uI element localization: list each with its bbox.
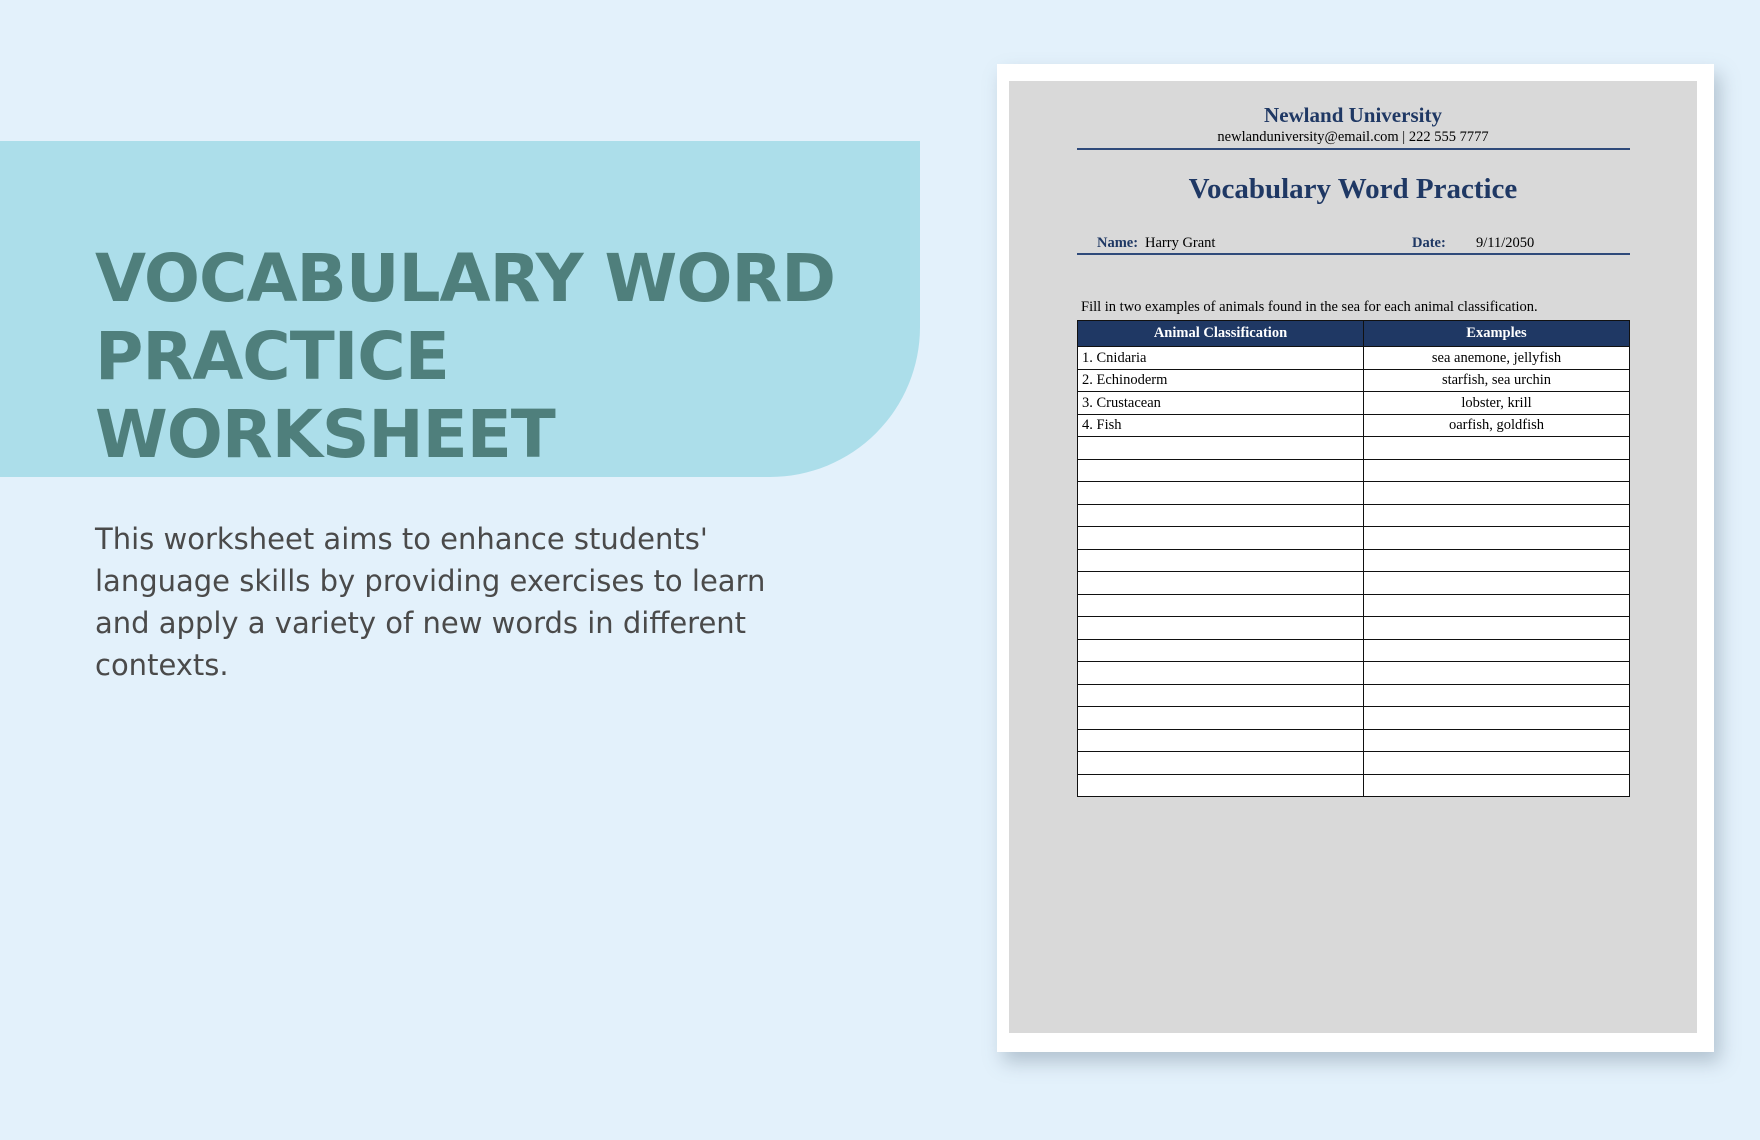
examples-cell[interactable] xyxy=(1364,594,1630,617)
examples-cell[interactable] xyxy=(1364,639,1630,662)
classification-cell[interactable] xyxy=(1078,459,1364,482)
table-row xyxy=(1078,594,1630,617)
examples-cell[interactable] xyxy=(1364,482,1630,505)
examples-cell[interactable] xyxy=(1364,549,1630,572)
table-row xyxy=(1078,527,1630,550)
table-row xyxy=(1078,774,1630,797)
examples-cell[interactable] xyxy=(1364,707,1630,730)
date-value: 9/11/2050 xyxy=(1476,235,1535,251)
table-row xyxy=(1078,684,1630,707)
table-row xyxy=(1078,414,1630,437)
classification-cell[interactable] xyxy=(1078,549,1364,572)
classification-table xyxy=(1077,320,1630,797)
examples-cell[interactable] xyxy=(1364,437,1630,460)
examples-cell[interactable]: lobster, krill xyxy=(1364,392,1630,415)
table-row xyxy=(1078,369,1630,392)
table-row xyxy=(1078,482,1630,505)
examples-cell[interactable] xyxy=(1364,662,1630,685)
name-divider xyxy=(1077,253,1630,255)
table-row xyxy=(1078,572,1630,595)
classification-cell[interactable] xyxy=(1078,774,1364,797)
instructions: Fill in two examples of animals found in the sea for each animal classification. xyxy=(1081,299,1538,315)
date-label: Date: xyxy=(1412,235,1446,251)
classification-cell[interactable] xyxy=(1078,707,1364,730)
table-row xyxy=(1078,752,1630,775)
classification-cell[interactable] xyxy=(1078,617,1364,640)
classification-cell[interactable]: 2. Echinoderm xyxy=(1078,369,1364,392)
classification-cell[interactable] xyxy=(1078,729,1364,752)
classification-cell[interactable] xyxy=(1078,504,1364,527)
header-classification: Animal Classification xyxy=(1078,321,1364,347)
header-divider xyxy=(1077,148,1630,150)
classification-cell[interactable] xyxy=(1078,482,1364,505)
name-label: Name: xyxy=(1097,235,1139,251)
examples-cell[interactable] xyxy=(1364,729,1630,752)
classification-cell[interactable]: 4. Fish xyxy=(1078,414,1364,437)
examples-cell[interactable] xyxy=(1364,527,1630,550)
examples-cell[interactable] xyxy=(1364,774,1630,797)
table-row xyxy=(1078,707,1630,730)
examples-cell[interactable] xyxy=(1364,684,1630,707)
examples-cell[interactable]: sea anemone, jellyfish xyxy=(1364,347,1630,370)
table-row xyxy=(1078,549,1630,572)
institution-name: Newland University xyxy=(1264,103,1442,127)
table-row xyxy=(1078,459,1630,482)
classification-cell[interactable] xyxy=(1078,639,1364,662)
classification-cell[interactable] xyxy=(1078,684,1364,707)
worksheet-title: Vocabulary Word Practice xyxy=(1188,173,1518,205)
table-row xyxy=(1078,437,1630,460)
worksheet-page xyxy=(1009,81,1697,1033)
classification-cell[interactable] xyxy=(1078,662,1364,685)
institution-contact: newlanduniversity@email.com | 222 555 7777 xyxy=(1217,129,1489,145)
name-value: Harry Grant xyxy=(1145,235,1216,251)
examples-cell[interactable] xyxy=(1364,504,1630,527)
examples-cell[interactable] xyxy=(1364,752,1630,775)
table-row xyxy=(1078,662,1630,685)
classification-cell[interactable] xyxy=(1078,572,1364,595)
table-row xyxy=(1078,504,1630,527)
classification-cell[interactable]: 1. Cnidaria xyxy=(1078,347,1364,370)
examples-cell[interactable]: starfish, sea urchin xyxy=(1364,369,1630,392)
table-row xyxy=(1078,392,1630,415)
examples-cell[interactable]: oarfish, goldfish xyxy=(1364,414,1630,437)
examples-cell[interactable] xyxy=(1364,459,1630,482)
classification-cell[interactable] xyxy=(1078,437,1364,460)
classification-cell[interactable] xyxy=(1078,594,1364,617)
examples-cell[interactable] xyxy=(1364,617,1630,640)
table-row xyxy=(1078,729,1630,752)
worksheet-preview xyxy=(997,64,1714,1052)
table-row xyxy=(1078,639,1630,662)
page-title: VOCABULARY WORD PRACTICE WORKSHEET xyxy=(95,240,836,473)
classification-cell[interactable] xyxy=(1078,752,1364,775)
classification-cell[interactable]: 3. Crustacean xyxy=(1078,392,1364,415)
classification-cell[interactable] xyxy=(1078,527,1364,550)
table-row xyxy=(1078,617,1630,640)
examples-cell[interactable] xyxy=(1364,572,1630,595)
header-examples: Examples xyxy=(1364,321,1630,347)
description: This worksheet aims to enhance students' language skills by providing exercises to learn and apply a variety of new words in different contexts. xyxy=(95,522,766,682)
table-row xyxy=(1078,347,1630,370)
